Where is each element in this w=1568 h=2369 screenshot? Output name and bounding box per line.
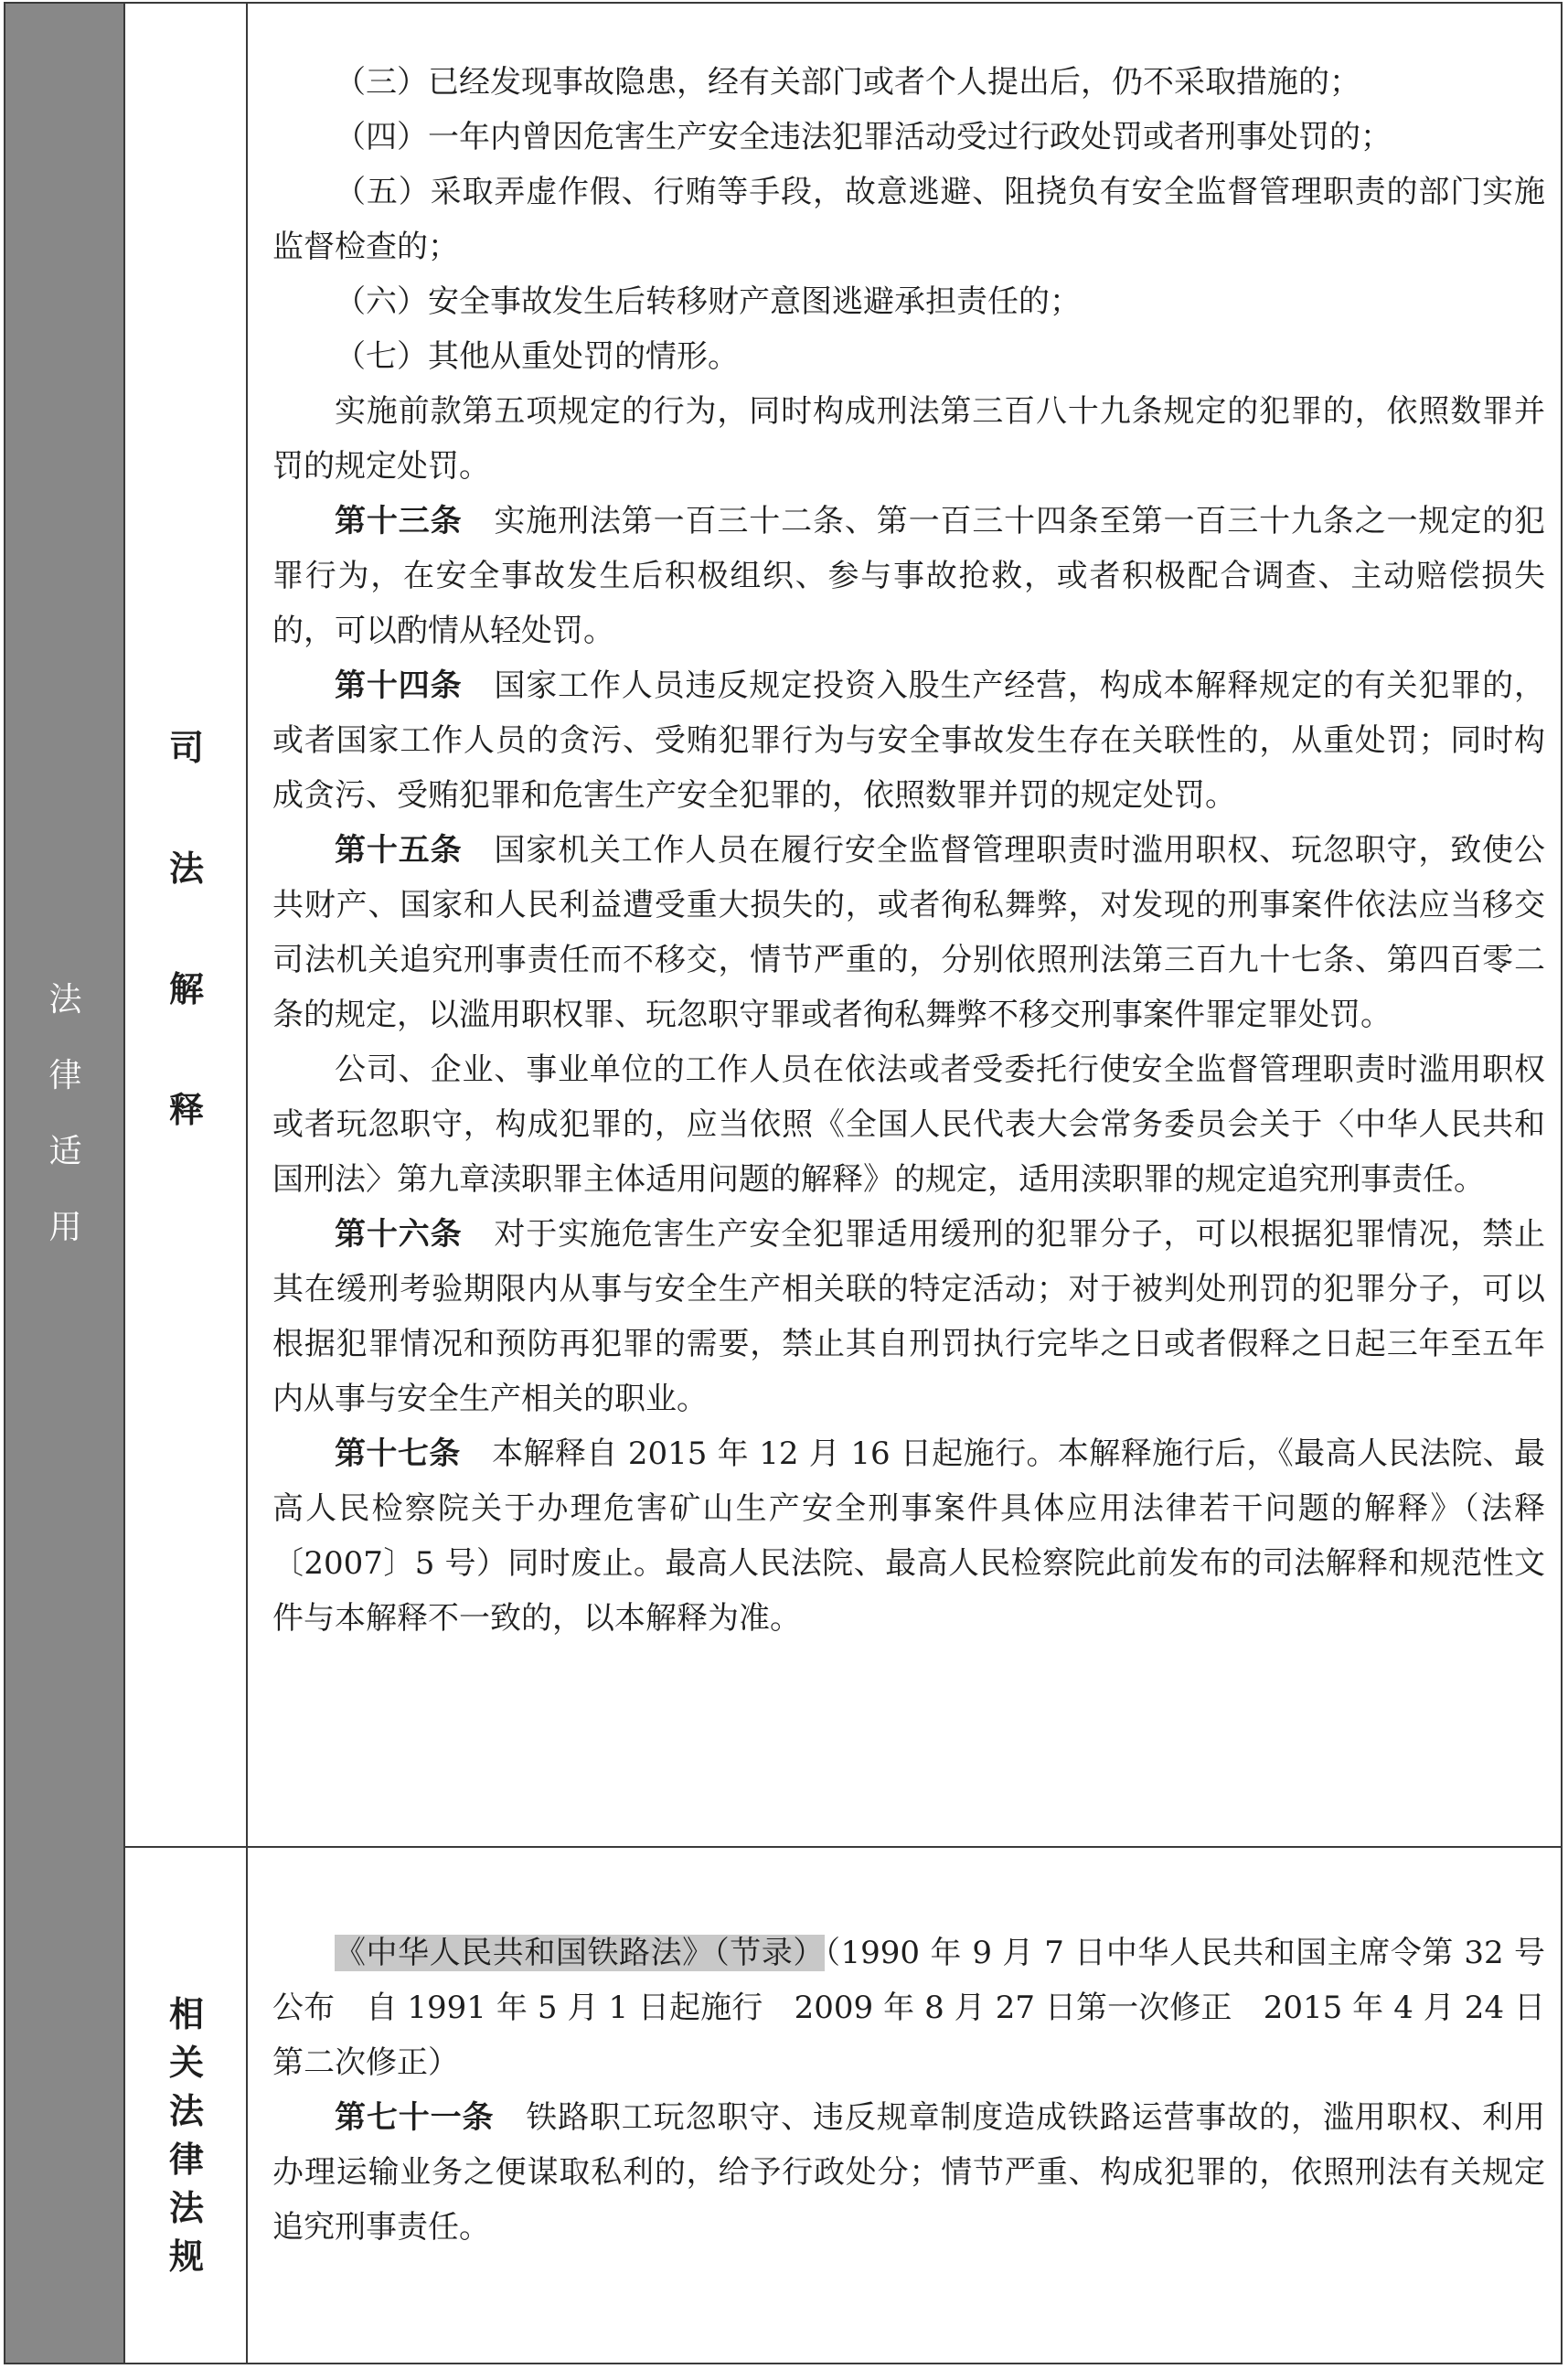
article-paragraph: [272, 2090, 1545, 2255]
paragraph: [272, 1042, 1545, 1207]
article-paragraph: [272, 494, 1545, 658]
paragraph: [272, 384, 1545, 494]
paragraph: [272, 165, 1545, 274]
article-paragraph: [272, 1207, 1545, 1426]
article-paragraph: [272, 1426, 1545, 1646]
section-label-char: 律: [168, 2139, 204, 2180]
section-label-judicial-interpretation: [125, 727, 248, 1213]
section-label-char: 法: [168, 2187, 204, 2228]
law-heading: [272, 1926, 1545, 2090]
section-label-char: 法: [168, 848, 204, 889]
judicial-interpretation-body: [272, 55, 1545, 1646]
paragraph: [272, 55, 1545, 110]
article-paragraph: [272, 823, 1545, 1042]
article-number: 第十三条: [335, 503, 463, 539]
table-frame: [4, 2, 1563, 2364]
paragraph-text: （七）其他从重处罚的情形。: [335, 338, 739, 375]
paragraph-text: （三）已经发现事故隐患，经有关部门或者个人提出后，仍不采取措施的；: [335, 64, 1360, 101]
paragraph: [272, 329, 1545, 384]
outer-label-char: 律: [48, 1057, 82, 1094]
article-number: 第十七条: [335, 1435, 461, 1472]
paragraph-text: 实施刑法第一百三十二条、第一百三十四条至第一百三十九条之一规定的犯罪行为，在安全事故发生后积极组织、参与事故抢救，或者积极配合调查、主动赔偿损失的，可以酌情从轻处罚。: [272, 503, 1546, 649]
outer-label-char: 适: [48, 1133, 82, 1170]
section-label-char: 解: [168, 968, 204, 1009]
outer-label-char: 法: [48, 981, 82, 1019]
section-label-char: 法: [168, 2090, 204, 2131]
section-label-char: 相: [168, 1993, 204, 2034]
article-number: 第十五条: [335, 832, 463, 869]
section-label-char: 关: [168, 2042, 204, 2083]
article-number: 第十四条: [335, 667, 463, 704]
paragraph-text: （四）一年内曾因危害生产安全违法犯罪活动受过行政处罚或者刑事处罚的；: [335, 119, 1392, 155]
section-label-char: 规: [168, 2236, 204, 2277]
section-label-related-laws: [125, 1993, 248, 2288]
article-number: 第十六条: [335, 1216, 463, 1253]
section-label-char: 释: [168, 1089, 204, 1130]
section-label-char: 司: [168, 727, 204, 768]
article-paragraph: [272, 658, 1545, 823]
law-note: （1990 年 9 月 7 日中华人民共和国主席令第 32 号公布 自 1991 年 5 月 1 日起施行 2009 年 8 月 27 日第一次修正 2015 年 4 月 24 日第二次修正）: [272, 1935, 1545, 2081]
related-laws-body: [272, 1926, 1545, 2255]
paragraph: [272, 110, 1545, 165]
paragraph-text: 对于实施危害生产安全犯罪适用缓刑的犯罪分子，可以根据犯罪情况，禁止其在缓刑考验期限内从事与安全生产相关联的特定活动；对于被判处刑罚的犯罪分子，可以根据犯罪情况和预防再犯罪的需要，禁止其自刑罚执行完毕之日或者假释之日起三年至五年内从事与安全生产相关的职业。: [272, 1216, 1546, 1417]
paragraph-text: 实施前款第五项规定的行为，同时构成刑法第三百八十九条规定的犯罪的，依照数罪并罚的规定处罚。: [272, 393, 1545, 485]
row-divider: [125, 1846, 1561, 1848]
outer-category-label: [5, 981, 125, 1287]
paragraph: [272, 274, 1545, 329]
paragraph-text: 国家工作人员违反规定投资入股生产经营，构成本解释规定的有关犯罪的，或者国家工作人员的贪污、受贿犯罪行为与安全事故发生存在关联性的，从重处罚；同时构成贪污、受贿犯罪和危害生产安全犯罪的，依照数罪并罚的规定处罚。: [272, 667, 1546, 814]
article-number: 第七十一条: [335, 2099, 495, 2136]
paragraph-text: （六）安全事故发生后转移财产意图逃避承担责任的；: [335, 283, 1081, 320]
paragraph-text: 公司、企业、事业单位的工作人员在依法或者受委托行使安全监督管理职责时滥用职权或者玩忽职守，构成犯罪的，应当依照《全国人民代表大会常务委员会关于〈中华人民共和国刑法〉第九章渎职罪主体适用问题的解释》的规定，适用渎职罪的规定追究刑事责任。: [272, 1051, 1545, 1198]
paragraph-text: 铁路职工玩忽职守、违反规章制度造成铁路运营事故的，滥用职权、利用办理运输业务之便谋取私利的，给予行政处分；情节严重、构成犯罪的，依照刑法有关规定追究刑事责任。: [272, 2099, 1546, 2246]
paragraph-text: 国家机关工作人员在履行安全监督管理职责时滥用职权、玩忽职守，致使公共财产、国家和人民利益遭受重大损失的，或者徇私舞弊，对发现的刑事案件依法应当移交司法机关追究刑事责任而不移交，情节严重的，分别依照刑法第三百九十七条、第四百零二条的规定，以滥用职权罪、玩忽职守罪或者徇私舞弊不移交刑事案件罪定罪处罚。: [272, 832, 1546, 1033]
outer-label-char: 用: [48, 1209, 82, 1246]
paragraph-text: （五）采取弄虚作假、行贿等手段，故意逃避、阻挠负有安全监督管理职责的部门实施监督检查的；: [272, 174, 1545, 265]
law-title: 《中华人民共和国铁路法》（节录）: [335, 1935, 825, 1971]
paragraph-text: 本解释自 2015 年 12 月 16 日起施行。本解释施行后，《最高人民法院、最高人民检察院关于办理危害矿山生产安全刑事案件具体应用法律若干问题的解释》（法释〔2007〕5 号）同时废止。最高人民法院、最高人民检察院此前发布的司法解释和规范性文件与本解释不一致的，以本解释为准。: [272, 1435, 1546, 1637]
